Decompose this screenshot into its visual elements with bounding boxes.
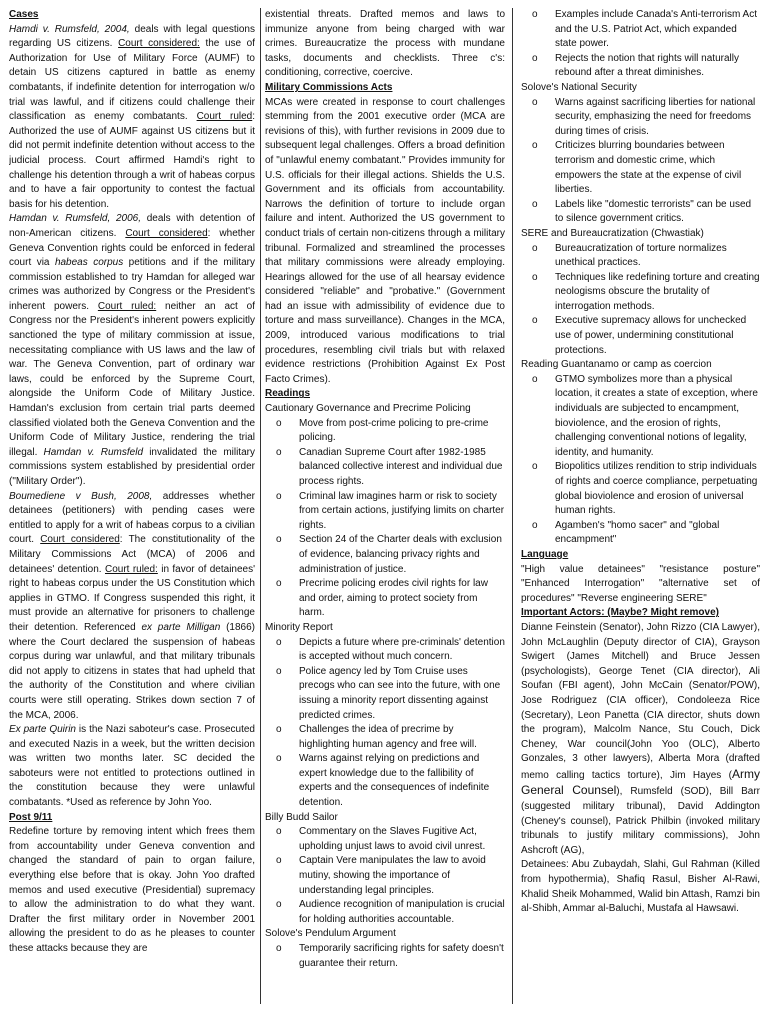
bullet-list: [521, 373, 760, 548]
list-item: o Biopolitics utilizes rendition to strip individuals of rights and coerce compliance, perpetuating global bioviolence and erosion of universal human rights.: [521, 460, 760, 518]
text: : The constitutionality of the Military Commissions Act (MCA) of 2006 and detainees' detention.: [9, 534, 255, 575]
text: deals with detention of non-American citizens.: [9, 213, 255, 239]
list-item: o Captain Vere manipulates the law to avoid mutiny, showing the importance of understanding legal principles.: [265, 854, 505, 898]
habeas-corpus-term: habeas corpus: [54, 257, 124, 269]
text: addresses whether detainees (petitioners) with pending cases were entitled to apply for a writ of habeas corpus to a civilian court.: [9, 490, 255, 546]
list-item: o GTMO symbolizes more than a physical location, it creates a state of exception, where individuals are subjected to encampment, bioviolence, and the erosion of rights, challenging conventional notions of legality, identity, and humanity.: [521, 373, 760, 461]
readings-heading: Readings: [265, 388, 311, 400]
reading-title: Solove's National Security: [521, 81, 637, 93]
list-item: o Rejects the notion that rights will naturally rebound after a threat diminishes.: [521, 52, 760, 81]
text: (1866) where the Court declared the suspension of habeas corpus during war unlawful, and that military tribunals did not apply to citizens in states that had upheld that the authority of the Constitution and where civilian courts were still operating. Strikes down section 7 of the MCA, 2006.: [9, 621, 255, 721]
court-ruled-label: Court ruled:: [104, 563, 158, 575]
reading-title: Reading Guantanamo or camp as coercion: [521, 359, 712, 371]
list-item: o Labels like "domestic terrorists" can be used to silence government critics.: [521, 198, 760, 227]
mca-heading: Military Commissions Acts: [265, 81, 393, 93]
list-item: o Temporarily sacrificing rights for safety doesn't guarantee their return.: [265, 942, 505, 971]
bullet-list: [265, 942, 505, 971]
case-reference: ex parte Milligan: [141, 621, 221, 633]
text: Army General Counsel: [521, 766, 760, 798]
post-911-paragraph: Redefine torture by removing intent which frees them from accountability under Geneva convention and changed the standard of pain to organ failure, everything else before that is okay. John Yoo drafted memos and used executive (Presidential) supremacy to allow the administration to do what they want. Drafter the first military order in November 2001 allowing the president to do as he pleases to counter these attacks because they are: [9, 826, 255, 954]
list-item: o Canadian Supreme Court after 1982-1985 balanced collective interest and individual due process rights.: [265, 446, 505, 490]
text: : Authorized the use of AUMF against US citizens but it did not permit indefinite detention without access to the judicial process. Court affirmed Hamdi's right to challenge his detention through a writ of habeas corpus and to have a fair opportunity to contest the factual basis for his detention.: [9, 111, 255, 210]
bullet-list: [521, 96, 760, 227]
court-ruled-label: Court ruled:: [97, 300, 157, 312]
list-item: o Examples include Canada's Anti-terrorism Act and the U.S. Patriot Act, which expanded state power.: [521, 8, 760, 52]
text: invalidated the military commissions system established by presidential order ("Military Order").: [9, 446, 255, 487]
reading-title: Cautionary Governance and Precrime Policing: [265, 403, 471, 415]
reading-title: Minority Report: [265, 621, 333, 633]
list-item: o Section 24 of the Charter deals with exclusion of evidence, balancing privacy rights and administration of justice.: [265, 533, 505, 577]
actors-paragraph: [521, 621, 760, 859]
list-item: o Criticizes blurring boundaries between terrorism and domestic crime, which empowers the state at the expense of civil liberties.: [521, 139, 760, 197]
cases-heading: Cases: [9, 9, 39, 20]
hamdi-rumsfeld-paragraph: [9, 23, 255, 213]
bullet-list: [521, 242, 760, 359]
text: is the Nazi saboteur's case. Prosecuted and executed Nazis in a week, but the written decision was written two months later. SC decided the saboteurs were not entitled to protections outlined in the constitution because they were unlawful combatants. *Used as reference by John Yoo.: [9, 724, 255, 809]
court-considered-label: Court considered: [40, 534, 120, 546]
language-paragraph: "High value detainees" "resistance posture" "Enhanced Interrogation" "alternative set of procedures" "Reverse engineering SERE": [521, 563, 760, 604]
column-divider-right: [512, 8, 513, 1004]
post-911-continued: existential threats. Drafted memos and laws to immunize anyone from being charged with war crimes. Bureaucratize the process with mundane tasks, documents and checklists. Three c's: conditioning, corrective, coercive.: [265, 9, 505, 79]
column-left: [9, 8, 255, 1024]
list-item: o Warns against relying on predictions and expert knowledge due to the fallibility of experts and the consequences of indefinite detention.: [265, 752, 505, 810]
mca-paragraph: MCAs were created in response to court challenges stemming from the 2001 executive order (MCA are revisions of this), with further revisions in 2009 due to subsequent legal challenges. Offers a broad definition of "unlawful enemy combatant." Provides immunity for U.S. officials for their illegal actions. Shields the U.S. Government and its officials from accountability. Narrows the definition of torture to include organ failure and intent. Authorized the US government to conduct trials of certain non-citizens through a military tribunal. Formalized and streamlined the processes that military commissions were already employing. Hearings allowed for the use of all hearsay evidence considered "reliable" and "probative." (Government had an issue with admissibility of evidence due to torture and mass surveillance). Changes in the MCA, 2009, introduced various modifications to trial procedures, resembling civil trials but with relaxed evidence restrictions (Prohibition Against Ex Post Facto Crimes).: [265, 96, 505, 385]
column-divider-left: [260, 8, 261, 1004]
reading-title: Billy Budd Sailor: [265, 811, 338, 823]
court-considered-label: Court considered: [125, 227, 208, 239]
text: Dianne Feinstein (Senator), John Rizzo (CIA Lawyer), John McLaughlin (Deputy director of CIA), Grayson Swigert (James Mitchell) and Bruce Jessen (psychologists), George Tenet (CIA director), Ali Soufan (FBI agent), John McCain (Senator/POW), Jose Rodriguez (CIA officer), Condoleeza Rice (Secretary), Leon Panetta (CIA director, shuts down the program), Malcolm Nance, Stu Couch, Dick Cheney, War council(John Yoo (OLC), Alberto Gonzales, 3 other lawyers), Alberta Mora (drafted memo calling tactics torture), Jim Hayes (: [521, 621, 760, 781]
case-name: Ex parte Quirin: [9, 724, 76, 736]
list-item: o Precrime policing erodes civil rights for law and order, aiming to protect society from harm.: [265, 577, 505, 621]
list-item: o Bureaucratization of torture normalizes unethical practices.: [521, 242, 760, 271]
quirin-paragraph: [9, 723, 255, 811]
text: petitions and if the military commission established to try Hamdan for alleged war crimes was authorized by Congress or the President's inherent powers.: [9, 257, 255, 312]
hamdan-rumsfeld-paragraph: [9, 212, 255, 489]
reading-title: SERE and Bureaucratization (Chwastiak): [521, 227, 704, 239]
language-heading: Language: [521, 548, 569, 560]
bullet-list: [265, 825, 505, 927]
list-item: o Agamben's "homo sacer" and "global encampment": [521, 519, 760, 548]
list-item: o Criminal law imagines harm or risk to society from certain actions, justifying limits on charter rights.: [265, 490, 505, 534]
text: the use of Authorization for Use of Military Force (AUMF) to detain US citizens captured in battle as enemy combatants, if indefinite detention for interrogation w/o trial was lawful, and if citizens could challenge their classification as enemy combatants.: [9, 38, 255, 123]
text: neither an act of Congress nor the President's inherent powers explicitly sanctioned the type of military commission at issue, necessitating compliance with US laws and the law of war. The Geneva Convention, part of ordinary war laws, could be enforced by the Supreme Court, alongside the Uniform Code of Military Justice. Hamdan's exclusion from certain trial parts deemed classified violated both the Geneva Convention and the Uniform Code of Military Justice, rendering the trial illegal.: [9, 300, 255, 458]
list-item: o Depicts a future where pre-criminals' detention is accepted without much concern.: [265, 636, 505, 665]
text: deals with legal questions regarding US citizens.: [9, 23, 255, 50]
list-item: o Move from post-crime policing to pre-crime policing.: [265, 417, 505, 446]
list-item: o Commentary on the Slaves Fugitive Act, upholding unjust laws to avoid civil unrest.: [265, 825, 505, 854]
list-item: o Executive supremacy allows for unchecked use of power, undermining constitutional protections.: [521, 314, 760, 358]
detainees-paragraph: Detainees: Abu Zubaydah, Slahi, Gul Rahman (Killed from hypothermia), Shafiq Rasul, Bisher Al-Rawi, Khalid Sheik Mohammed, Walid bin Attash, Ramzi bin al-Shibh, Ammar al-Baluchi, Mustafa al Hawsawi.: [521, 859, 760, 915]
case-reference: Hamdan v. Rumsfeld: [43, 446, 144, 458]
list-item: o Police agency led by Tom Cruise uses precogs who can see into the future, with one issuing a minority report dissenting against predicted crimes.: [265, 665, 505, 723]
case-name: Hamdan v. Rumsfeld, 2006,: [9, 213, 141, 225]
list-item: o Audience recognition of manipulation is crucial for holding authorities accountable.: [265, 898, 505, 927]
post-911-heading: Post 9/11: [9, 811, 53, 823]
court-considered-label: Court considered:: [118, 38, 200, 50]
text: in favor of detainees' right to habeas corpus under the US Constitution which applies in GTMO. If Congress suspended this right, it must provide an alternative for prisoners to challenge their detention. Referenced: [9, 563, 255, 633]
bullet-list: [265, 636, 505, 811]
court-ruled-label: Court ruled: [196, 111, 253, 123]
list-item: o Techniques like redefining torture and creating neologisms obscure the brutality of interrogation methods.: [521, 271, 760, 315]
list-item: o Challenges the idea of precrime by highlighting human agency and free will.: [265, 723, 505, 752]
bullet-list: [265, 417, 505, 621]
boumediene-paragraph: [9, 490, 255, 724]
reading-title: Solove's Pendulum Argument: [265, 928, 396, 940]
bullet-list: [521, 8, 760, 81]
text: ), Rumsfeld (SOD), Bill Barr (suggested military tribunal), David Addington (Cheney's counsel), Patrick Philbin (invoked military tribunals to justify military commissions), John Ashcroft (AG),: [521, 786, 760, 856]
column-right: [521, 8, 760, 1024]
text: : whether Geneva Convention rights could be enforced in federal court via: [9, 227, 255, 269]
case-name: Hamdi v. Rumsfeld, 2004,: [9, 23, 130, 35]
column-middle: [265, 8, 505, 1024]
actors-heading: Important Actors: (Maybe? Might remove): [521, 607, 719, 619]
list-item: o Warns against sacrificing liberties for national security, emphasizing the need for freedoms during times of crisis.: [521, 96, 760, 140]
case-name: Boumediene v Bush, 2008,: [9, 490, 153, 502]
